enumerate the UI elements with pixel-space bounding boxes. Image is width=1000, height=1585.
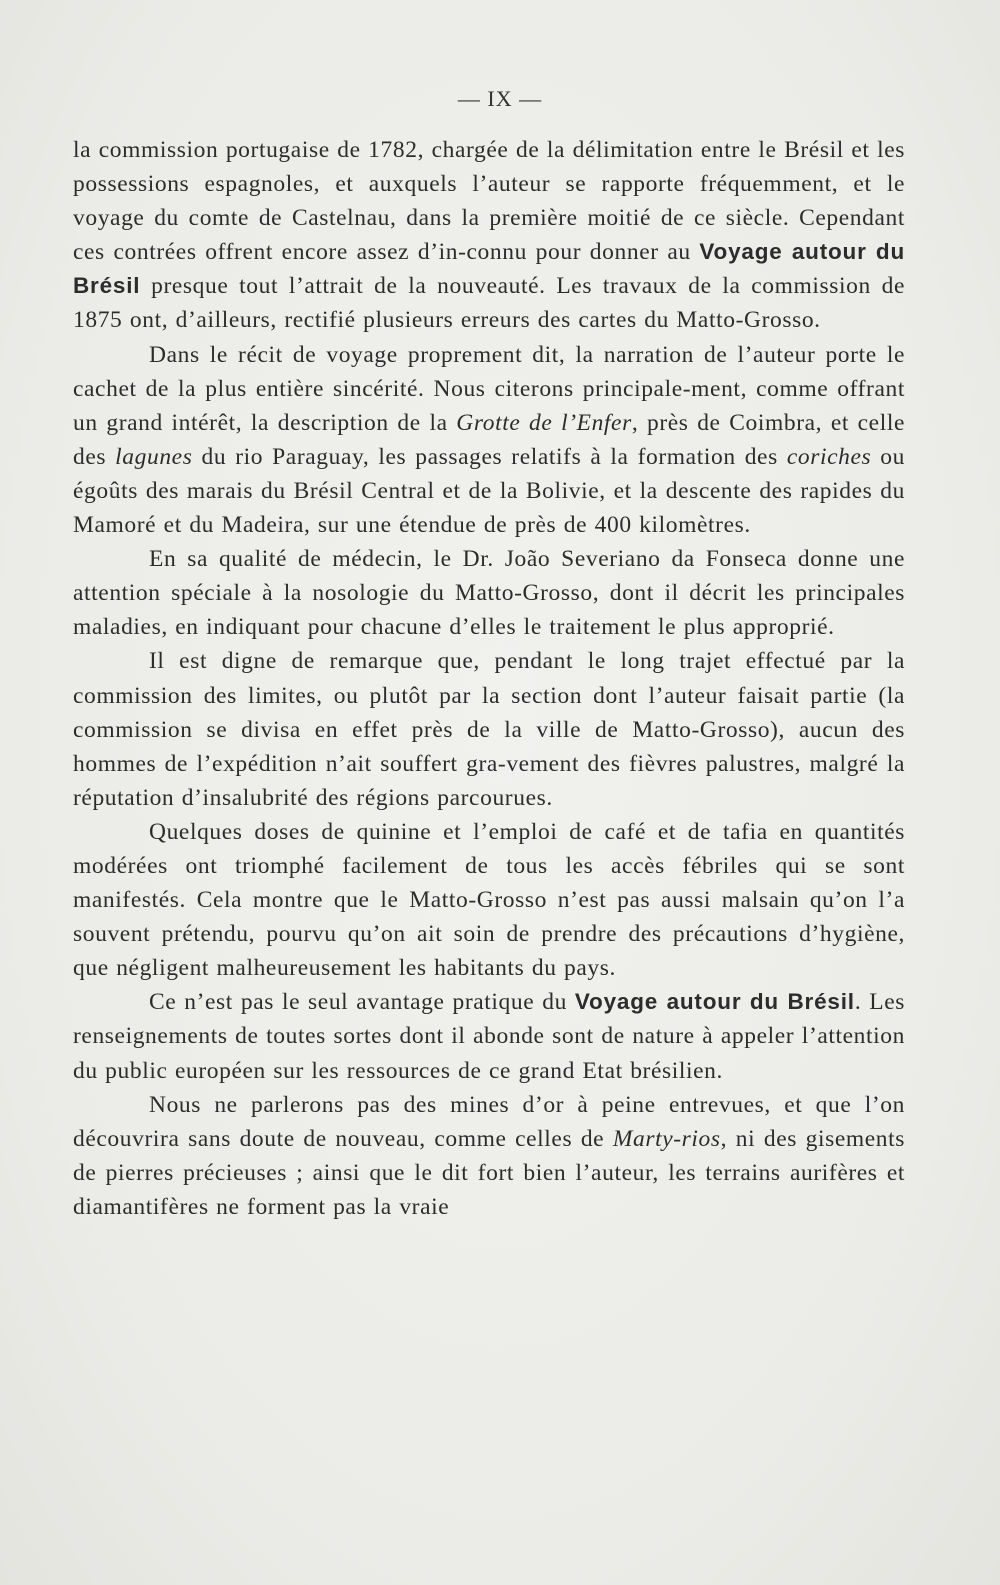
paragraph-4 bbox=[73, 644, 905, 814]
paragraph-2 bbox=[73, 338, 905, 543]
text-segment: , près de Coimbra, et celle des bbox=[73, 409, 905, 470]
text-segment: , ni des gisements de pierres précieuses ; ainsi que le dit fort bien l’auteur, les terrains aurifères et diamantifères ne forment pas la vraie bbox=[73, 1125, 905, 1220]
paragraph-6 bbox=[73, 985, 905, 1087]
text-segment: Il est digne de remarque que, pendant le long trajet effectué par la commission des limites, ou plutôt par la section dont l’auteur faisait partie (la commission se divisa en effet près de la ville de Matto-Grosso), aucun des hommes de l’expédition n’ait souffert gra-vement des fièvres palustres, malgré la réputation d’insalubrité des régions parcourues. bbox=[73, 648, 905, 811]
text-segment: la commission portugaise de 1782, chargée de la délimitation entre le Brésil et les possessions espagnoles, et auxquels l’auteur se rapporte fréquemment, et le voyage du comte de Castelnau, dans la première moitié de ce siècle. Cependant ces contrées offrent encore assez d’in-connu pour donner au bbox=[73, 137, 905, 266]
italic-term: Marty-rios bbox=[612, 1125, 721, 1152]
text-segment: Quelques doses de quinine et l’emploi de café et de tafia en quantités modérées ont triomphé facilement de tous les accès fébriles qui se sont manifestés. Cela montre que le Matto-Grosso n’est pas aussi malsain qu’on l’a souvent prétendu, pourvu qu’on ait soin de prendre des précautions d’hygiène, que négligent malheureusement les habitants du pays. bbox=[73, 818, 905, 982]
book-title-bold: Voyage autour du Brésil bbox=[73, 239, 905, 299]
text-segment: Nous ne parlerons pas des mines d’or à peine entrevues, et que l’on découvrira sans doute de nouveau, comme celles de bbox=[73, 1091, 905, 1152]
paragraph-5 bbox=[73, 815, 905, 985]
text-segment: du rio Paraguay, les passages relatifs à la formation des bbox=[192, 443, 787, 470]
page-number: — IX — bbox=[457, 86, 543, 111]
italic-term: lagunes bbox=[115, 443, 193, 470]
text-segment: Dans le récit de voyage proprement dit, la narration de l’auteur porte le cachet de la plus entière sincérité. Nous citerons principale-ment, comme offrant un grand intérêt, la description de la bbox=[73, 341, 905, 436]
text-segment: Ce n’est pas le seul avantage pratique du bbox=[149, 989, 575, 1016]
paragraph-3 bbox=[73, 542, 905, 644]
text-segment: . Les renseignements de toutes sortes dont il abonde sont de nature à appeler l’attention du public européen sur les ressources de ce grand Etat brésilien. bbox=[73, 989, 905, 1084]
book-title-bold: Voyage autour du Brésil bbox=[574, 989, 855, 1015]
text-segment: presque tout l’attrait de la nouveauté. Les travaux de la commission de 1875 ont, d’ailleurs, rectifié plusieurs erreurs des cartes du Matto-Grosso. bbox=[73, 273, 905, 334]
text-segment: ou égoûts des marais du Brésil Central et de la Bolivie, et la descente des rapides du Mamoré et du Madeira, sur une étendue de près de 400 kilomètres. bbox=[73, 443, 905, 539]
text-segment: En sa qualité de médecin, le Dr. João Severiano da Fonseca donne une attention spéciale à la nosologie du Matto-Grosso, dont il décrit les principales maladies, en indiquant pour chacune d’elles le traitement le plus approprié. bbox=[73, 546, 905, 641]
body-text bbox=[73, 133, 905, 1224]
paragraph-1 bbox=[73, 133, 905, 338]
italic-term: coriches bbox=[786, 443, 872, 470]
paragraph-7 bbox=[73, 1088, 905, 1224]
italic-term: Grotte de l’Enfer bbox=[456, 409, 632, 436]
